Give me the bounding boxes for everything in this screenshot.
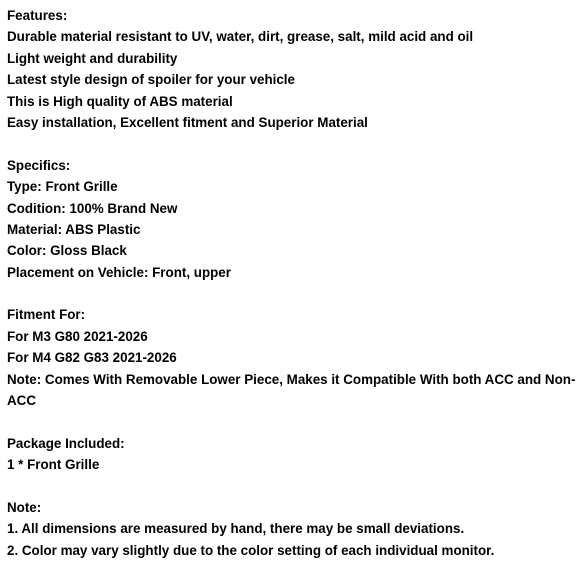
specific-placement: Placement on Vehicle: Front, upper: [7, 264, 231, 280]
feature-line: Light weight and durability: [7, 50, 178, 66]
section-spacer: [7, 283, 576, 304]
fitment-section: [7, 304, 576, 411]
package-heading: Package Included:: [7, 435, 125, 451]
note-heading: Note:: [7, 500, 42, 516]
specific-color: Color: Gloss Black: [7, 243, 127, 259]
fitment-line: For M4 G82 G83 2021-2026: [7, 350, 177, 366]
feature-line: This is High quality of ABS material: [7, 93, 233, 109]
features-section: [7, 5, 576, 133]
package-section: [7, 433, 576, 476]
specifics-section: [7, 155, 576, 283]
note-line: 2. Color may vary slightly due to the color setting of each individual monitor.: [7, 542, 495, 558]
feature-line: Easy installation, Excellent fitment and Superior Material: [7, 114, 368, 130]
section-spacer: [7, 133, 576, 154]
specific-type: Type: Front Grille: [7, 179, 118, 195]
package-line: 1 * Front Grille: [7, 457, 100, 473]
fitment-heading: Fitment For:: [7, 307, 86, 323]
feature-line: Latest style design of spoiler for your vehicle: [7, 72, 295, 88]
features-heading: Features:: [7, 8, 68, 23]
section-spacer: [7, 476, 576, 497]
fitment-note: Note: Comes With Removable Lower Piece, Makes it Compatible With both ACC and Non-ACC: [7, 371, 576, 409]
section-spacer: [7, 411, 576, 432]
note-section: [7, 497, 576, 561]
product-description: [7, 5, 576, 561]
specifics-heading: Specifics:: [7, 157, 71, 173]
feature-line: Durable material resistant to UV, water, dirt, grease, salt, mild acid and oil: [7, 29, 474, 45]
specific-material: Material: ABS Plastic: [7, 221, 141, 237]
note-line: 1. All dimensions are measured by hand, there may be small deviations.: [7, 521, 465, 537]
specific-condition: Codition: 100% Brand New: [7, 200, 178, 216]
fitment-line: For M3 G80 2021-2026: [7, 328, 148, 344]
